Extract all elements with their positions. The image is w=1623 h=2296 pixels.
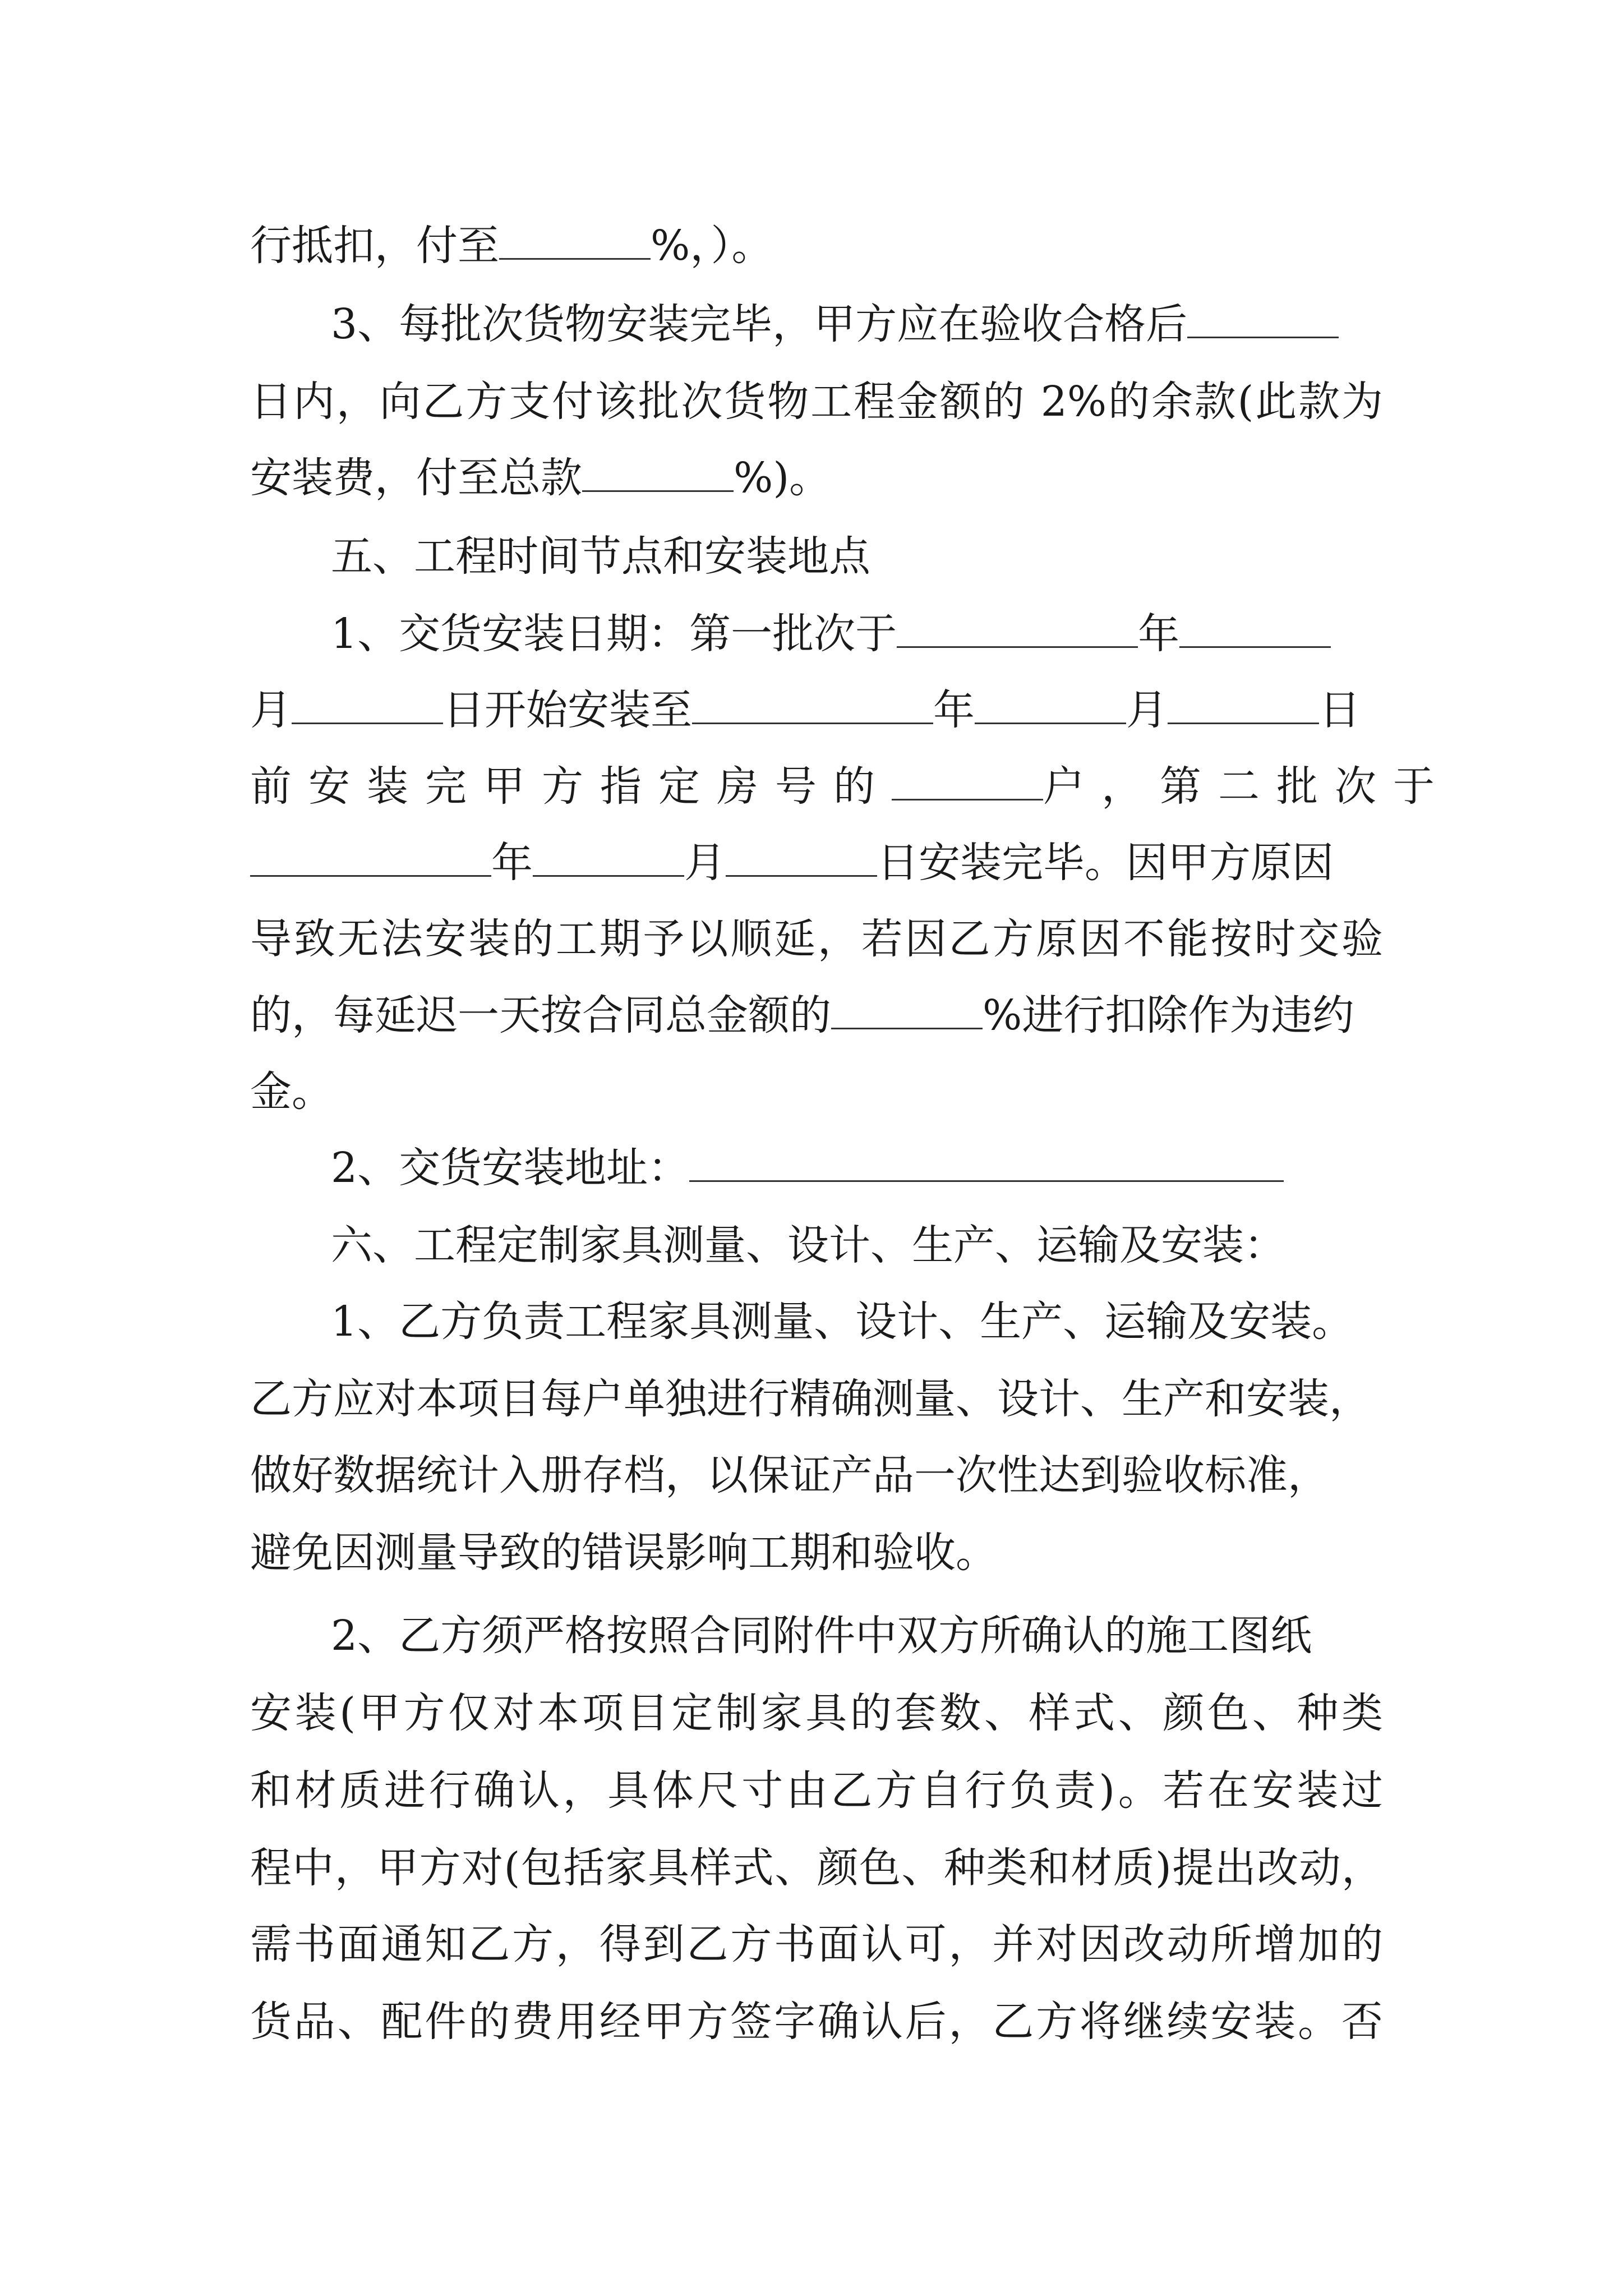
line-13: 2、交货安装地址： (331, 1134, 1385, 1202)
line-24: 货品、配件的费用经甲方签字确认后，乙方将继续安装。否 (250, 1998, 1383, 2046)
line-19: 2、乙方须严格按照合同附件中双方所确认的施工图纸 (331, 1612, 1312, 1660)
line-2: 3、每批次货物安装完毕，甲方应在验收合格后 (331, 291, 1385, 358)
line-23: 需书面通知乙方，得到乙方书面认可，并对因改动所增加的 (250, 1920, 1383, 1968)
line-4: 安装费，付至总款 %)。 (250, 454, 831, 502)
line-15: 1、乙方负责工程家具测量、设计、生产、运输及安装。 (331, 1297, 1354, 1346)
line-11: 的，每延迟一天按合同总金额的 %进行扣除作为违约 (250, 991, 1354, 1039)
blank-field (892, 798, 1043, 800)
blank-field (292, 722, 443, 724)
blank-field (499, 257, 651, 260)
line-8: 前安装完甲方指定房号的 户，第二批次于 (250, 762, 1451, 811)
line-10: 导致无法安装的工期予以顺延，若因乙方原因不能按时交验 (250, 915, 1383, 963)
blank-field (1179, 646, 1331, 648)
blank-field (533, 875, 684, 877)
line-17: 做好数据统计入册存档，以保证产品一次性达到验收标准， (250, 1451, 1329, 1499)
section-five-heading: 五、工程时间节点和安装地点 (331, 532, 870, 581)
blank-field (831, 1027, 983, 1029)
section-six-heading: 六、工程定制家具测量、设计、生产、运输及安装： (331, 1221, 1285, 1269)
line-6: 1、交货安装日期：第一批次于 年 (331, 600, 1385, 668)
address-blank-field (689, 1180, 1284, 1182)
line-1: 行抵扣，付至 %，）。 (250, 222, 773, 270)
blank-field (975, 722, 1126, 724)
blank-field (250, 875, 491, 877)
line-16: 乙方应对本项目每户单独进行精确测量、设计、生产和安装， (250, 1375, 1371, 1423)
line-18: 避免因测量导致的错误影响工期和验收。 (250, 1529, 997, 1577)
line-21: 和材质进行确认，具体尺寸由乙方自行负责)。若在安装过 (250, 1766, 1383, 1815)
blank-field (1187, 336, 1339, 338)
line-3: 日内，向乙方支付该批次货物工程金额的 2%的余款(此款为 (250, 378, 1383, 426)
line-12: 金。 (250, 1068, 333, 1116)
line-9: 年 月 日安装完毕。因甲方原因 (250, 829, 1383, 896)
blank-field (897, 646, 1138, 648)
blank-field (726, 875, 877, 877)
blank-field (582, 490, 734, 492)
line-20: 安装(甲方仅对本项目定制家具的套数、样式、颜色、种类 (250, 1689, 1383, 1737)
blank-field (1168, 722, 1319, 724)
line-22: 程中，甲方对(包括家具样式、颜色、种类和材质)提出改动， (250, 1844, 1383, 1892)
line-7: 月 日开始安装至 年 月 日 (250, 686, 1361, 734)
blank-field (692, 722, 933, 724)
